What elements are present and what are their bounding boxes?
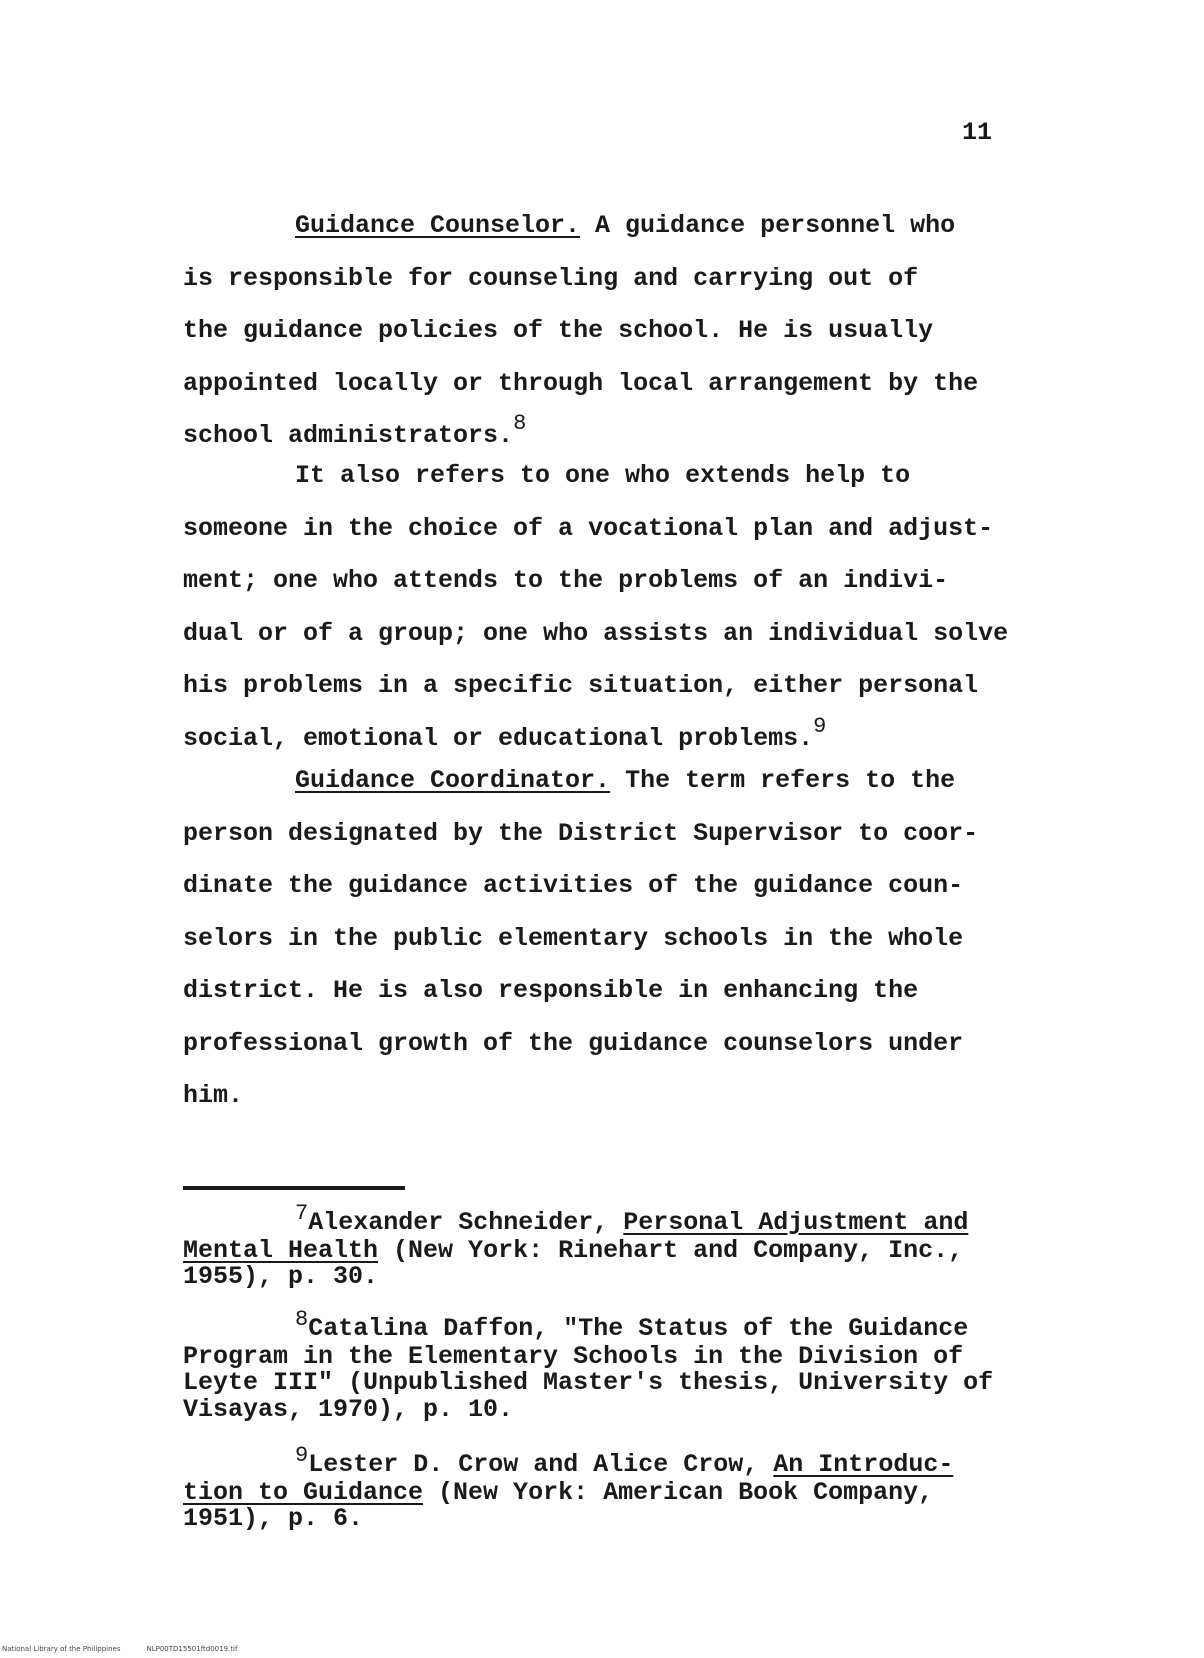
paragraph-line: person designated by the District Supervisor to coor- [183, 818, 979, 848]
footnote-title: tion to Guidance [183, 1477, 424, 1507]
paragraph-line: It also refers to one who extends help to [295, 461, 911, 490]
footnote-9 [183, 1443, 1043, 1533]
footnote-separator [183, 1186, 405, 1190]
paragraph-line: his problems in a specific situation, either personal [183, 671, 979, 700]
term-guidance-coordinator: Guidance Coordinator. [295, 766, 611, 795]
paragraph-line: A guidance personnel who [580, 211, 956, 240]
paragraph-line: the guidance policies of the school. He is usually [183, 316, 934, 345]
footnote-text: 1955), p. 30. [183, 1262, 379, 1291]
paragraph-also-refers [183, 450, 1043, 765]
paragraph-line: appointed locally or through local arrangement by the [183, 368, 979, 398]
paragraph-line: dual or of a group; one who assists an individual solve [183, 618, 1009, 648]
scan-imprint [2, 1645, 263, 1653]
footnote-text: (New York: American Book Company, [423, 1477, 934, 1507]
page-number: 11 [962, 118, 993, 147]
footnote-title: Personal Adjustment and [623, 1208, 969, 1237]
footnote-title: An Introduc- [773, 1450, 954, 1479]
paragraph-guidance-counselor [183, 200, 1043, 463]
paragraph-line: selors in the public elementary schools in the whole [183, 923, 964, 953]
imprint-library: National Library of the Philippines [2, 1645, 121, 1653]
footnote-text: Visayas, 1970), p. 10. [183, 1394, 514, 1424]
footnote-number: 8 [295, 1307, 309, 1332]
paragraph-line: school administrators. [183, 421, 514, 450]
paragraph-line: him. [183, 1081, 244, 1110]
footnote-number: 7 [295, 1201, 309, 1226]
paragraph-line: professional growth of the guidance counselors under [183, 1028, 964, 1058]
footnote-ref: 8 [513, 411, 527, 436]
footnote-number: 9 [295, 1443, 309, 1468]
paragraph-line: ment; one who attends to the problems of an indivi- [183, 566, 949, 595]
footnote-text: (New York: Rinehart and Company, Inc., [378, 1235, 964, 1265]
footnote-ref: 9 [813, 713, 827, 739]
paragraph-line: social, emotional or educational problems. [183, 723, 814, 753]
footnote-text: 1951), p. 6. [183, 1504, 364, 1533]
footnote-author: Lester D. Crow and Alice Crow, [308, 1450, 759, 1479]
paragraph-line: dinate the guidance activities of the guidance coun- [183, 871, 964, 900]
footnote-8 [183, 1307, 1043, 1424]
footnote-author: Alexander Schneider, [308, 1208, 609, 1237]
imprint-file: NLP00TD15501ftd0019.tif [146, 1645, 238, 1653]
paragraph-line: The term refers to the [610, 766, 956, 795]
paragraph-line: someone in the choice of a vocational plan and adjust- [183, 513, 994, 543]
paragraph-guidance-coordinator [183, 755, 1043, 1123]
paragraph-line: is responsible for counseling and carrying out of [183, 263, 919, 293]
footnote-title: Mental Health [183, 1235, 379, 1265]
footnote-text: Leyte III" (Unpublished Master's thesis, University of [183, 1368, 994, 1397]
footnote-7 [183, 1201, 1043, 1291]
paragraph-line: district. He is also responsible in enhancing the [183, 976, 919, 1005]
footnote-text: Catalina Daffon, "The Status of the Guidance [308, 1314, 969, 1343]
term-guidance-counselor: Guidance Counselor. [295, 211, 581, 240]
footnote-text: Program in the Elementary Schools in the Division of [183, 1341, 964, 1371]
